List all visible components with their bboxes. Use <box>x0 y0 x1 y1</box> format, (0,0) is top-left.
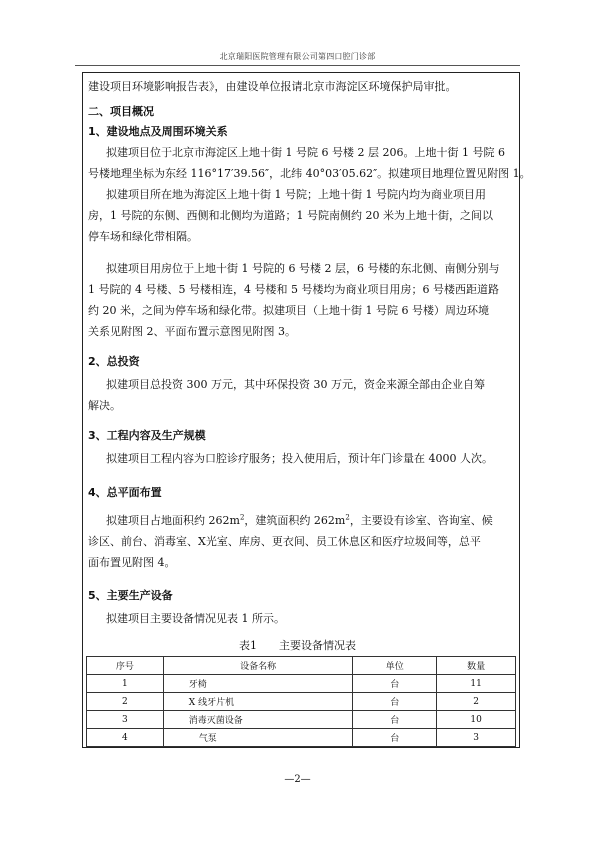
table-row <box>87 729 516 747</box>
paragraph-line: 拟建项目位于北京市海淀区上地十街 1 号院 6 号楼 2 层 206。上地十街 1 号院 6 <box>106 146 505 159</box>
column-header: 序号 <box>87 657 164 675</box>
equipment-table <box>86 656 516 747</box>
subsection-heading: 1、建设地点及周围环境关系 <box>88 125 228 138</box>
paragraph-line: 诊区、前台、消毒室、X光室、库房、更衣间、员工休息区和医疗垃圾间等，总平 <box>88 535 481 548</box>
table-cell: 4 <box>87 729 164 747</box>
paragraph-line: 拟建项目总投资 300 万元，其中环保投资 30 万元，资金来源全部由企业自筹 <box>106 378 485 391</box>
header-rule <box>75 65 520 66</box>
table-cell: 台 <box>353 711 437 729</box>
table-cell: 10 <box>437 711 516 729</box>
subsection-heading: 3、工程内容及生产规模 <box>88 429 206 442</box>
table-cell: 台 <box>353 675 437 693</box>
table-row <box>87 693 516 711</box>
subsection-heading: 5、主要生产设备 <box>88 589 173 602</box>
table-header-row <box>87 657 516 675</box>
table-cell: 1 <box>87 675 164 693</box>
area-text-1: 拟建项目占地面积约 262m <box>106 514 240 527</box>
paragraph-line: 面布置见附图 4。 <box>88 556 176 569</box>
table-cell: 2 <box>87 693 164 711</box>
paragraph-line: 1 号院的 4 号楼、5 号楼相连，4 号楼和 5 号楼均为商业项目用房；6 号楼西距道路 <box>88 283 499 296</box>
table-cell: 气泵 <box>163 729 353 747</box>
paragraph-line: 建设项目环境影响报告表》，由建设单位报请北京市海淀区环境保护局审批。 <box>88 80 457 93</box>
table-row <box>87 675 516 693</box>
table-cell: 台 <box>353 693 437 711</box>
table-cell: 牙椅 <box>163 675 353 693</box>
paragraph-line: 拟建项目用房位于上地十街 1 号院的 6 号楼 2 层，6 号楼的东北侧、南侧分别与 <box>106 262 500 275</box>
table-cell: 3 <box>437 729 516 747</box>
superscript-2: 2 <box>239 513 245 522</box>
page-header: 北京瑞阳医院管理有限公司第四口腔门诊部 <box>219 52 376 61</box>
column-header: 数量 <box>437 657 516 675</box>
page-number: —2— <box>284 774 311 785</box>
area-text-2: ，建筑面积约 262m <box>244 514 346 527</box>
table-cell: X 线牙片机 <box>163 693 353 711</box>
subsection-heading: 2、总投资 <box>88 355 140 368</box>
paragraph-line: 关系见附图 2、平面布置示意图见附图 3。 <box>88 325 296 338</box>
table-row <box>87 711 516 729</box>
paragraph-line: 停车场和绿化带相隔。 <box>88 230 198 243</box>
paragraph-line: 拟建项目主要设备情况见表 1 所示。 <box>106 612 285 625</box>
column-header: 设备名称 <box>163 657 353 675</box>
table-cell: 3 <box>87 711 164 729</box>
table-cell: 消毒灭菌设备 <box>163 711 353 729</box>
paragraph-line: 解决。 <box>88 399 121 412</box>
table-cell: 2 <box>437 693 516 711</box>
paragraph-line: 房，1 号院的东侧、西侧和北侧均为道路；1 号院南侧约 20 米为上地十街，之间以 <box>88 209 493 222</box>
paragraph-line: 号楼地理坐标为东经 116°17′39.56″，北纬 40°03′05.62″。拟建项目地理位置见附图 1。 <box>88 167 531 180</box>
area-text-3: ，主要设有诊室、咨询室、候 <box>349 514 493 527</box>
paragraph-line-area <box>106 514 516 528</box>
table-cell: 11 <box>437 675 516 693</box>
paragraph-line: 约 20 米，之间为停车场和绿化带。拟建项目（上地十街 1 号院 6 号楼）周边环境 <box>88 304 489 317</box>
superscript-2: 2 <box>345 513 350 522</box>
subsection-heading: 4、总平面布置 <box>88 486 162 499</box>
column-header: 单位 <box>353 657 437 675</box>
paragraph-line: 拟建项目工程内容为口腔诊疗服务；投入使用后，预计年门诊量在 4000 人次。 <box>106 452 493 465</box>
table-caption: 表1 主要设备情况表 <box>239 639 356 652</box>
table-cell: 台 <box>353 729 437 747</box>
section-heading: 二、项目概况 <box>88 105 154 118</box>
paragraph-line: 拟建项目所在地为海淀区上地十街 1 号院；上地十街 1 号院内均为商业项目用 <box>106 188 486 201</box>
